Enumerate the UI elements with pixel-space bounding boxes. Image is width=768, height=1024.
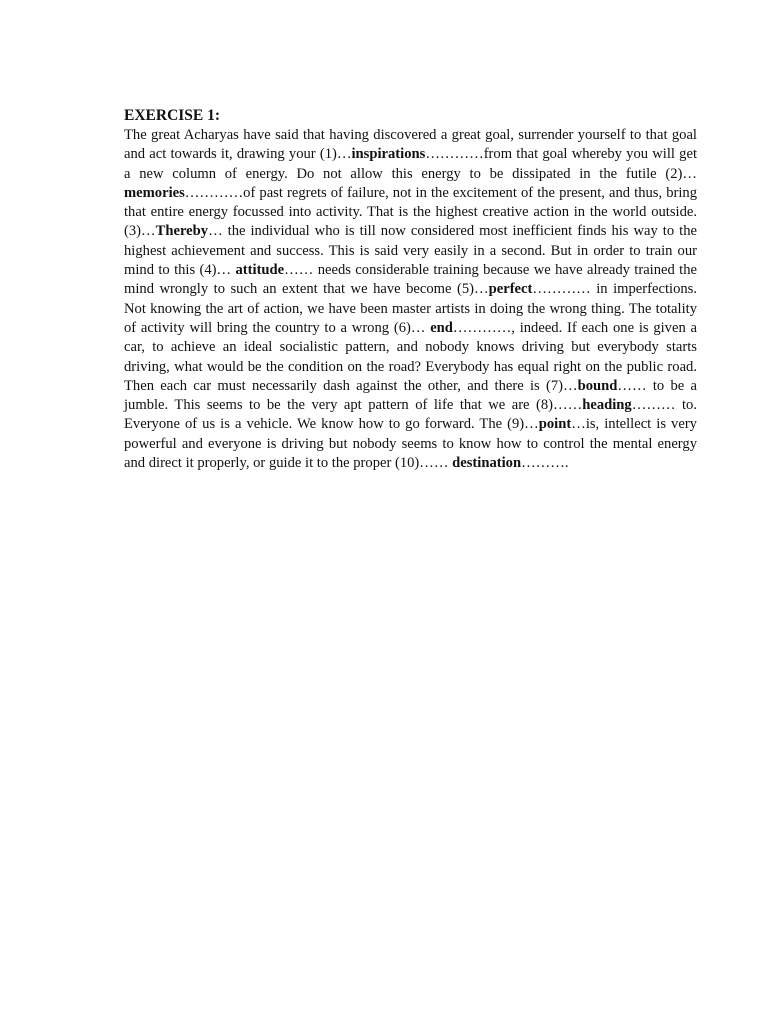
answer-1: inspirations	[351, 146, 426, 163]
text-segment: ………… in imperfections. Not knowing the art of action, we have been master artists in doing the wrong thing. The totality of activity will bring the country to a wrong (6)…	[124, 281, 697, 336]
answer-6: end	[430, 319, 453, 336]
text-segment: ……… to. Everyone of us is a vehicle. We know how to go forward. The (9)…	[124, 397, 697, 433]
text-segment: …is, intellect is very powerful and everyone is driving but nobody seems to know how to control the mental energy and direct it properly, or guide it to the proper (10)……	[124, 416, 697, 472]
answer-3: Thereby	[155, 223, 209, 240]
text-segment: …… to be a jumble. This seems to be the very apt pattern of life that we are (8)……	[124, 377, 697, 414]
answer-7: bound	[577, 377, 618, 394]
text-segment: …………of past regrets of failure, not in the excitement of the present, and thus, bring that entire energy focussed into activity. That is the highest creative action in the world outside. (3)…	[124, 184, 697, 240]
answer-5: perfect	[488, 281, 533, 298]
text-segment: The great Acharyas have said that having discovered a great goal, surrender yourself to that goal and act towards it, drawing your (1)…	[124, 127, 697, 163]
answer-8: heading	[582, 397, 632, 414]
answer-10: destination	[452, 455, 522, 472]
exercise-title: EXERCISE 1:	[124, 107, 221, 124]
text-segment: ……….	[521, 455, 569, 472]
text-segment: …… needs considerable training because we have already trained the mind wrongly to such an extent that we have become (5)…	[124, 262, 697, 298]
exercise-paragraph	[124, 126, 697, 473]
answer-9: point	[538, 416, 572, 433]
text-segment: … the individual who is till now considered most inefficient finds his way to the highest achievement and success. This is said very easily in a second. But in order to train our mind to this (4)…	[124, 223, 697, 279]
text-segment: …………, indeed. If each one is given a car, to achieve an ideal socialistic pattern, and nobody knows driving but everybody starts driving, what would be the condition on the road? Everybody has equal right on the public road. Then each car must necessarily dash against the other, and there is (7)…	[124, 319, 697, 394]
document-page	[124, 106, 697, 473]
answer-4: attitude	[235, 262, 285, 279]
text-segment: …………from that goal whereby you will get a new column of energy. Do not allow this energy to be dissipated in the futile (2)…	[124, 146, 697, 182]
answer-2: memories	[124, 184, 185, 201]
